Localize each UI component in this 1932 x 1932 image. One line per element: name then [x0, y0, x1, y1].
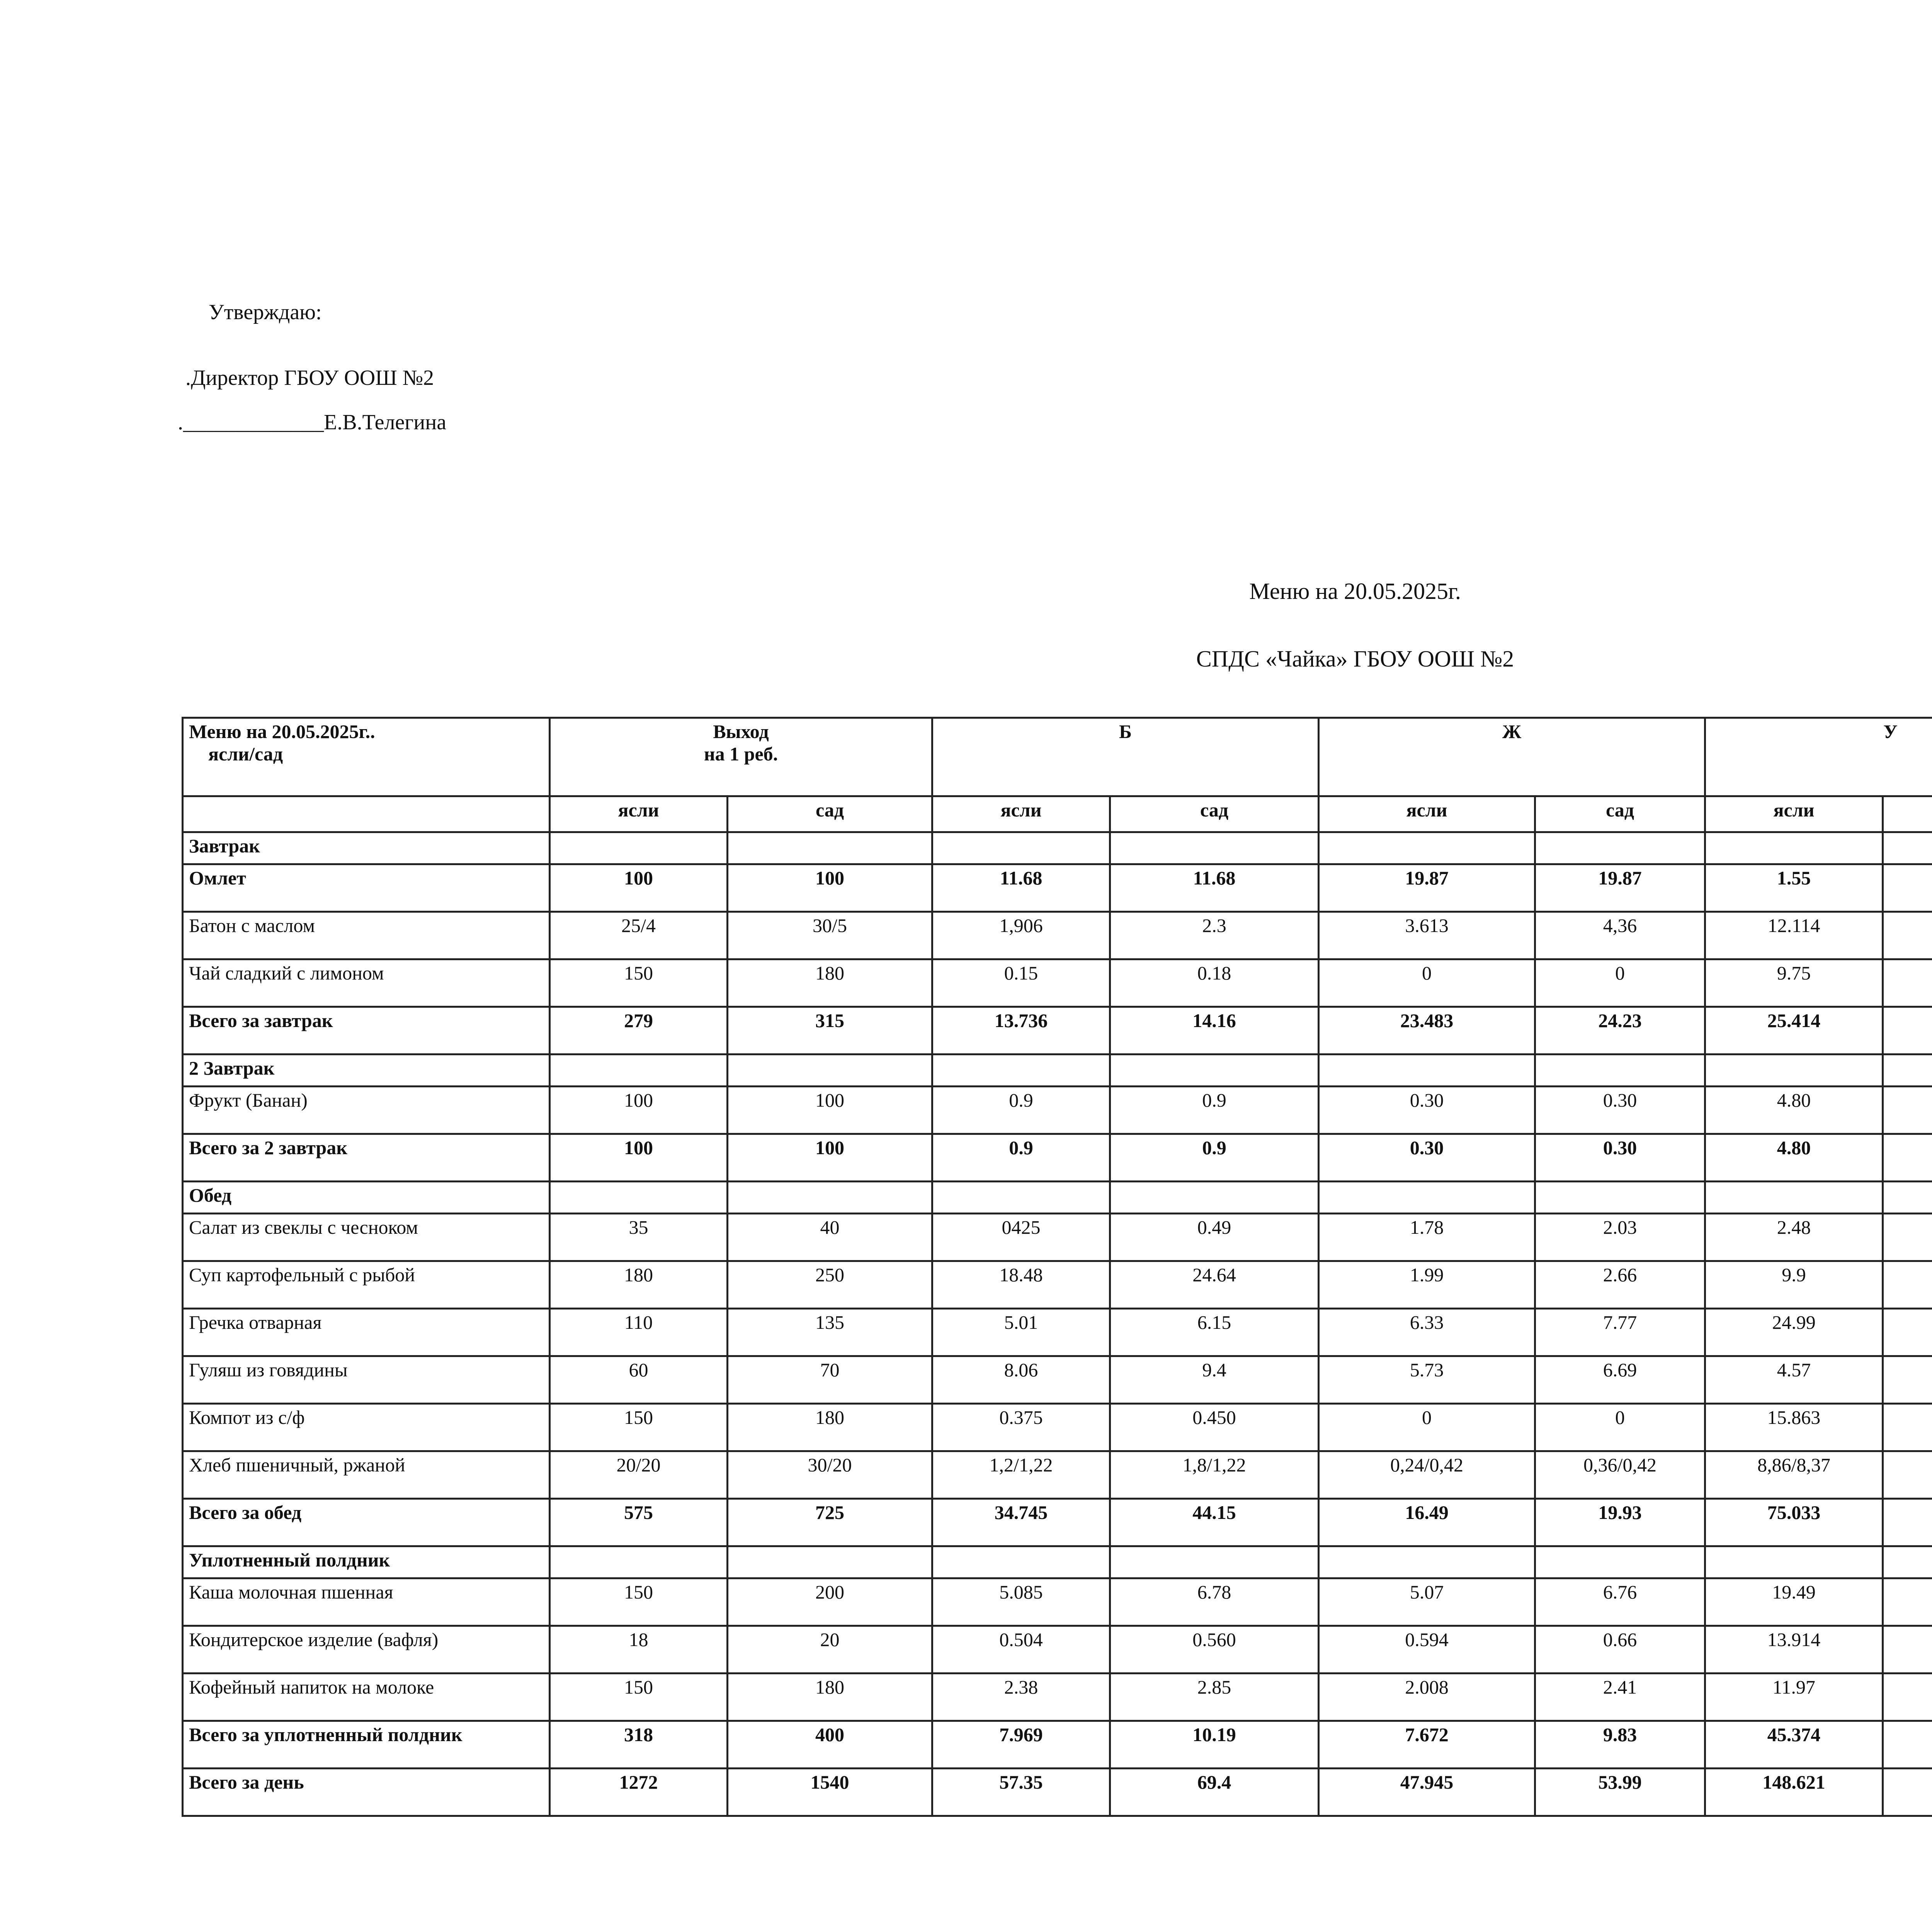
- table-row: [183, 912, 1932, 959]
- value-cell: 12.114: [1705, 912, 1883, 959]
- value-cell: 150: [550, 1404, 728, 1451]
- value-cell: 0.49: [1110, 1214, 1319, 1261]
- value-cell: 6.15: [1110, 1309, 1319, 1356]
- value-cell: 0.66: [1535, 1626, 1705, 1673]
- value-cell: [1319, 1546, 1535, 1578]
- corner-cell: [183, 718, 550, 796]
- value-cell: 2.008: [1319, 1673, 1535, 1721]
- value-cell: [1110, 832, 1319, 864]
- value-cell: 47.945: [1319, 1769, 1535, 1816]
- row-label: Кофейный напиток на молоке: [183, 1673, 550, 1721]
- value-cell: 4.80: [1705, 1087, 1883, 1134]
- row-label: Гречка отварная: [183, 1309, 550, 1356]
- corner-title: Меню на 20.05.2025г..: [189, 721, 375, 742]
- table-row: [183, 864, 1932, 912]
- row-label: Всего за завтрак: [183, 1007, 550, 1054]
- value-cell: [550, 832, 728, 864]
- value-cell: 11.97: [1705, 1673, 1883, 1721]
- value-cell: [550, 1546, 728, 1578]
- value-cell: [1883, 1673, 1932, 1721]
- value-cell: 180: [728, 1673, 932, 1721]
- value-cell: 2.03: [1535, 1214, 1705, 1261]
- value-cell: [1883, 1309, 1932, 1356]
- value-cell: 100: [550, 1134, 728, 1182]
- value-cell: [1883, 1134, 1932, 1182]
- table-row: [183, 1309, 1932, 1356]
- value-cell: 23.483: [1319, 1007, 1535, 1054]
- table-row: [183, 1404, 1932, 1451]
- value-cell: 25/4: [550, 912, 728, 959]
- table-row: [183, 959, 1932, 1007]
- value-cell: 19.93: [1535, 1499, 1705, 1546]
- value-cell: 30/5: [728, 912, 932, 959]
- row-label: Всего за день: [183, 1769, 550, 1816]
- row-label: Батон с маслом: [183, 912, 550, 959]
- value-cell: [932, 832, 1110, 864]
- table-row: [183, 1356, 1932, 1404]
- value-cell: 24.64: [1110, 1261, 1319, 1309]
- value-cell: 13.736: [932, 1007, 1110, 1054]
- value-cell: [1110, 1182, 1319, 1214]
- value-cell: 150: [550, 959, 728, 1007]
- value-cell: [1535, 1054, 1705, 1087]
- value-cell: [1110, 1546, 1319, 1578]
- value-cell: 6.33: [1319, 1309, 1535, 1356]
- row-label: Всего за уплотненный полдник: [183, 1721, 550, 1769]
- row-label: Компот из с/ф: [183, 1404, 550, 1451]
- row-label: Хлеб пшеничный, ржаной: [183, 1451, 550, 1499]
- value-cell: 9.83: [1535, 1721, 1705, 1769]
- value-cell: [932, 1182, 1110, 1214]
- sub-header-cell: ясли: [1319, 796, 1535, 832]
- value-cell: [1883, 832, 1932, 864]
- value-cell: [1319, 832, 1535, 864]
- sub-header-cell: ясли: [550, 796, 728, 832]
- value-cell: [1883, 1214, 1932, 1261]
- value-cell: [1883, 1007, 1932, 1054]
- value-cell: 7.969: [932, 1721, 1110, 1769]
- value-cell: 70: [728, 1356, 932, 1404]
- value-cell: 7.672: [1319, 1721, 1535, 1769]
- row-label: Кондитерское изделие (вафля): [183, 1626, 550, 1673]
- value-cell: 0.594: [1319, 1626, 1535, 1673]
- row-label: Уплотненный полдник: [183, 1546, 550, 1578]
- value-cell: 100: [728, 1134, 932, 1182]
- carbs-header: У: [1705, 718, 1932, 796]
- value-cell: 8,86/8,37: [1705, 1451, 1883, 1499]
- value-cell: 30/20: [728, 1451, 932, 1499]
- value-cell: 0.450: [1110, 1404, 1319, 1451]
- value-cell: [1883, 1356, 1932, 1404]
- value-cell: 44.15: [1110, 1499, 1319, 1546]
- value-cell: 110: [550, 1309, 728, 1356]
- value-cell: [1535, 832, 1705, 864]
- value-cell: 9.4: [1110, 1356, 1319, 1404]
- value-cell: 100: [550, 1087, 728, 1134]
- value-cell: 13.914: [1705, 1626, 1883, 1673]
- total-row: [183, 1721, 1932, 1769]
- section-row: [183, 1054, 1932, 1087]
- value-cell: 315: [728, 1007, 932, 1054]
- value-cell: 279: [550, 1007, 728, 1054]
- row-label: Обед: [183, 1182, 550, 1214]
- total-row: [183, 1769, 1932, 1816]
- value-cell: 25.414: [1705, 1007, 1883, 1054]
- value-cell: 1.55: [1705, 864, 1883, 912]
- value-cell: [728, 1054, 932, 1087]
- value-cell: 9.9: [1705, 1261, 1883, 1309]
- value-cell: 16.49: [1319, 1499, 1535, 1546]
- value-cell: [1883, 912, 1932, 959]
- sub-header-empty: [183, 796, 550, 832]
- value-cell: [1883, 1626, 1932, 1673]
- value-cell: 9.75: [1705, 959, 1883, 1007]
- value-cell: [1883, 1721, 1932, 1769]
- value-cell: 53.99: [1535, 1769, 1705, 1816]
- value-cell: 57.35: [932, 1769, 1110, 1816]
- value-cell: 318: [550, 1721, 728, 1769]
- value-cell: 34.745: [932, 1499, 1110, 1546]
- value-cell: 0.30: [1535, 1134, 1705, 1182]
- value-cell: 1.78: [1319, 1214, 1535, 1261]
- value-cell: 6.69: [1535, 1356, 1705, 1404]
- value-cell: [1883, 1182, 1932, 1214]
- value-cell: 1,906: [932, 912, 1110, 959]
- value-cell: [1883, 1578, 1932, 1626]
- value-cell: 0: [1535, 959, 1705, 1007]
- value-cell: 0,24/0,42: [1319, 1451, 1535, 1499]
- value-cell: 15.863: [1705, 1404, 1883, 1451]
- value-cell: 150: [550, 1578, 728, 1626]
- value-cell: 6.78: [1110, 1578, 1319, 1626]
- value-cell: 250: [728, 1261, 932, 1309]
- row-label: Омлет: [183, 864, 550, 912]
- table-row: [183, 1261, 1932, 1309]
- value-cell: [1883, 1451, 1932, 1499]
- row-label: Гуляш из говядины: [183, 1356, 550, 1404]
- value-cell: 2.3: [1110, 912, 1319, 959]
- row-label: Чай сладкий с лимоном: [183, 959, 550, 1007]
- value-cell: [1883, 864, 1932, 912]
- value-cell: 200: [728, 1578, 932, 1626]
- corner-subtitle: ясли/сад: [208, 743, 283, 765]
- value-cell: 2.66: [1535, 1261, 1705, 1309]
- approve-label: Утверждаю:: [209, 300, 322, 324]
- value-cell: [1883, 1054, 1932, 1087]
- value-cell: 0.30: [1535, 1087, 1705, 1134]
- value-cell: [1883, 1499, 1932, 1546]
- value-cell: 75.033: [1705, 1499, 1883, 1546]
- value-cell: 40: [728, 1214, 932, 1261]
- value-cell: 2.85: [1110, 1673, 1319, 1721]
- sub-header-cell: [1883, 796, 1932, 832]
- value-cell: [1883, 959, 1932, 1007]
- value-cell: 0: [1319, 959, 1535, 1007]
- value-cell: 14.16: [1110, 1007, 1319, 1054]
- value-cell: 2.41: [1535, 1673, 1705, 1721]
- value-cell: 725: [728, 1499, 932, 1546]
- value-cell: 4,36: [1535, 912, 1705, 959]
- value-cell: 0425: [932, 1214, 1110, 1261]
- value-cell: 4.80: [1705, 1134, 1883, 1182]
- value-cell: 5.01: [932, 1309, 1110, 1356]
- value-cell: 1,2/1,22: [932, 1451, 1110, 1499]
- row-label: Суп картофельный с рыбой: [183, 1261, 550, 1309]
- yield-header-line-1: Выход: [713, 721, 769, 742]
- sub-header-cell: ясли: [1705, 796, 1883, 832]
- value-cell: 3.613: [1319, 912, 1535, 959]
- table-row: [183, 1578, 1932, 1626]
- sub-header-cell: сад: [1535, 796, 1705, 832]
- value-cell: 4.57: [1705, 1356, 1883, 1404]
- value-cell: [1319, 1182, 1535, 1214]
- sub-header-cell: сад: [1110, 796, 1319, 832]
- table-row: [183, 1626, 1932, 1673]
- value-cell: [728, 1546, 932, 1578]
- value-cell: 19.87: [1319, 864, 1535, 912]
- value-cell: 6.76: [1535, 1578, 1705, 1626]
- fat-header: Ж: [1319, 718, 1705, 796]
- value-cell: 1.99: [1319, 1261, 1535, 1309]
- value-cell: [1705, 1546, 1883, 1578]
- value-cell: 10.19: [1110, 1721, 1319, 1769]
- value-cell: [1535, 1182, 1705, 1214]
- header-row-sub: [183, 796, 1932, 832]
- value-cell: 135: [728, 1309, 932, 1356]
- value-cell: [1883, 1261, 1932, 1309]
- value-cell: 180: [550, 1261, 728, 1309]
- section-row: [183, 832, 1932, 864]
- value-cell: 0.375: [932, 1404, 1110, 1451]
- value-cell: 24.23: [1535, 1007, 1705, 1054]
- value-cell: 11.68: [932, 864, 1110, 912]
- sub-header-cell: ясли: [932, 796, 1110, 832]
- value-cell: 7.77: [1535, 1309, 1705, 1356]
- value-cell: 0.9: [1110, 1087, 1319, 1134]
- value-cell: 45.374: [1705, 1721, 1883, 1769]
- protein-header: Б: [932, 718, 1319, 796]
- page-subtitle: СПДС «Чайка» ГБОУ ООШ №2: [1196, 646, 1514, 672]
- section-row: [183, 1546, 1932, 1578]
- value-cell: 400: [728, 1721, 932, 1769]
- menu-table: [182, 717, 1932, 1817]
- value-cell: 11.68: [1110, 864, 1319, 912]
- row-label: Всего за обед: [183, 1499, 550, 1546]
- value-cell: 0.9: [932, 1087, 1110, 1134]
- value-cell: 180: [728, 959, 932, 1007]
- section-row: [183, 1182, 1932, 1214]
- table-row: [183, 1673, 1932, 1721]
- value-cell: 0.18: [1110, 959, 1319, 1007]
- value-cell: 18.48: [932, 1261, 1110, 1309]
- value-cell: 575: [550, 1499, 728, 1546]
- value-cell: [932, 1054, 1110, 1087]
- value-cell: 2.38: [932, 1673, 1110, 1721]
- value-cell: 148.621: [1705, 1769, 1883, 1816]
- value-cell: 100: [550, 864, 728, 912]
- value-cell: 0.9: [932, 1134, 1110, 1182]
- value-cell: [1319, 1054, 1535, 1087]
- row-label: Каша молочная пшенная: [183, 1578, 550, 1626]
- table-row: [183, 1451, 1932, 1499]
- value-cell: 24.99: [1705, 1309, 1883, 1356]
- value-cell: 18: [550, 1626, 728, 1673]
- value-cell: 5.07: [1319, 1578, 1535, 1626]
- value-cell: 100: [728, 1087, 932, 1134]
- page-title: Меню на 20.05.2025г.: [1249, 578, 1461, 604]
- value-cell: 1,8/1,22: [1110, 1451, 1319, 1499]
- row-label: Всего за 2 завтрак: [183, 1134, 550, 1182]
- value-cell: 0.504: [932, 1626, 1110, 1673]
- value-cell: 60: [550, 1356, 728, 1404]
- value-cell: 0: [1535, 1404, 1705, 1451]
- approve-position: .Директор ГБОУ ООШ №2: [185, 366, 434, 390]
- value-cell: 0.30: [1319, 1087, 1535, 1134]
- approve-signature: ._____________Е.В.Телегина: [178, 410, 447, 434]
- value-cell: [1883, 1087, 1932, 1134]
- yield-header: [550, 718, 932, 796]
- value-cell: 19.49: [1705, 1578, 1883, 1626]
- value-cell: [550, 1182, 728, 1214]
- value-cell: 0,36/0,42: [1535, 1451, 1705, 1499]
- value-cell: [1705, 1182, 1883, 1214]
- value-cell: 0.15: [932, 959, 1110, 1007]
- value-cell: [1883, 1404, 1932, 1451]
- value-cell: 5.085: [932, 1578, 1110, 1626]
- total-row: [183, 1134, 1932, 1182]
- value-cell: 35: [550, 1214, 728, 1261]
- value-cell: [550, 1054, 728, 1087]
- value-cell: 0.560: [1110, 1626, 1319, 1673]
- value-cell: [1705, 1054, 1883, 1087]
- row-label: 2 Завтрак: [183, 1054, 550, 1087]
- total-row: [183, 1007, 1932, 1054]
- table-row: [183, 1214, 1932, 1261]
- value-cell: 180: [728, 1404, 932, 1451]
- row-label: Завтрак: [183, 832, 550, 864]
- value-cell: 1272: [550, 1769, 728, 1816]
- yield-header-line-2: на 1 реб.: [704, 743, 778, 765]
- value-cell: [1883, 1546, 1932, 1578]
- value-cell: 20/20: [550, 1451, 728, 1499]
- value-cell: [1110, 1054, 1319, 1087]
- value-cell: 69.4: [1110, 1769, 1319, 1816]
- value-cell: [932, 1546, 1110, 1578]
- value-cell: 100: [728, 864, 932, 912]
- sub-header-cell: сад: [728, 796, 932, 832]
- value-cell: 8.06: [932, 1356, 1110, 1404]
- value-cell: 19.87: [1535, 864, 1705, 912]
- value-cell: [728, 1182, 932, 1214]
- row-label: Салат из свеклы с чесноком: [183, 1214, 550, 1261]
- table-row: [183, 1087, 1932, 1134]
- header-row-main: [183, 718, 1932, 796]
- row-label: Фрукт (Банан): [183, 1087, 550, 1134]
- value-cell: [728, 832, 932, 864]
- total-row: [183, 1499, 1932, 1546]
- value-cell: [1535, 1546, 1705, 1578]
- value-cell: [1883, 1769, 1932, 1816]
- value-cell: 20: [728, 1626, 932, 1673]
- value-cell: [1705, 832, 1883, 864]
- value-cell: 1540: [728, 1769, 932, 1816]
- value-cell: 150: [550, 1673, 728, 1721]
- value-cell: 0.9: [1110, 1134, 1319, 1182]
- value-cell: 0: [1319, 1404, 1535, 1451]
- value-cell: 2.48: [1705, 1214, 1883, 1261]
- value-cell: 0.30: [1319, 1134, 1535, 1182]
- value-cell: 5.73: [1319, 1356, 1535, 1404]
